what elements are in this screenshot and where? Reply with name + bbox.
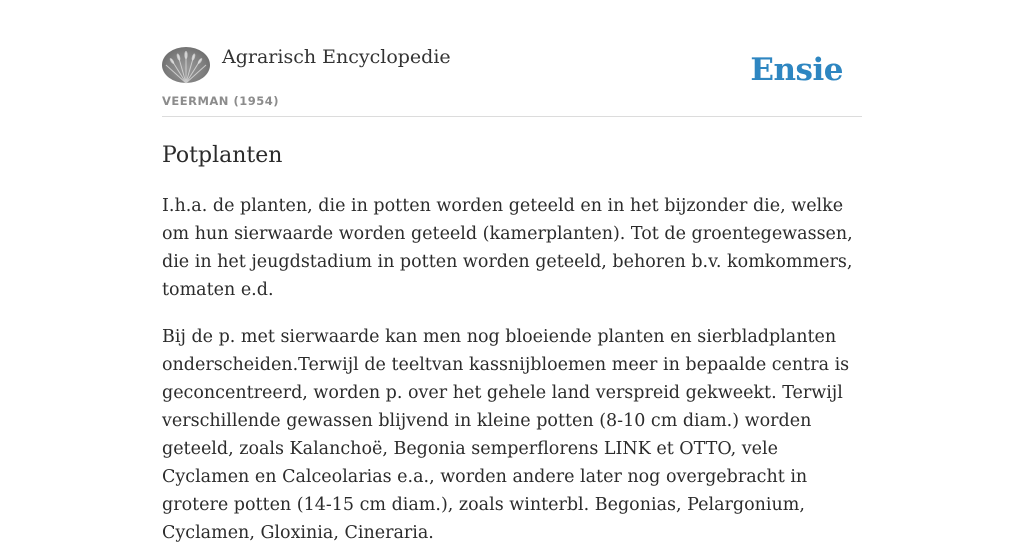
article-paragraph-2: Bij de p. met sierwaarde kan men nog bloeiende planten en sierbladplanten onderscheiden.Terwijl de teeltvan kassnijbloemen meer in bepaalde centra is geconcentreerd, worden p. over het gehele land verspreid gekweekt. Terwijl verschillende gewassen blijvend in kleine potten (8-10 cm diam.) worden geteeld, zoals Kalanchoë, Begonia semperflorens LINK et OTTO, vele Cyclamen en Calceolarias e.a., worden andere later nog overgebracht in grotere potten (14-15 cm diam.), zoals winterbl. Begonias, Pelargonium, Cyclamen, Gloxinia, Cineraria. — [162, 327, 850, 543]
article-paragraph-1: I.h.a. de planten, die in potten worden geteeld en in het bijzonder die, welke om hun sierwaarde worden geteeld (kamerplanten). Tot de groentegewassen, die in het jeugdstadium in potten worden geteeld, behoren b.v. komkommers, tomaten e.d. — [162, 196, 853, 300]
source-subtitle: VEERMAN (1954) — [162, 94, 279, 108]
content-container — [162, 46, 862, 547]
wheat-sheaf-logo-icon[interactable] — [162, 47, 210, 83]
ensie-brand-link[interactable]: Ensie — [750, 52, 843, 88]
article-title: Potplanten — [162, 143, 283, 168]
source-header — [162, 46, 862, 117]
source-title[interactable]: Agrarisch Encyclopedie — [222, 46, 451, 68]
